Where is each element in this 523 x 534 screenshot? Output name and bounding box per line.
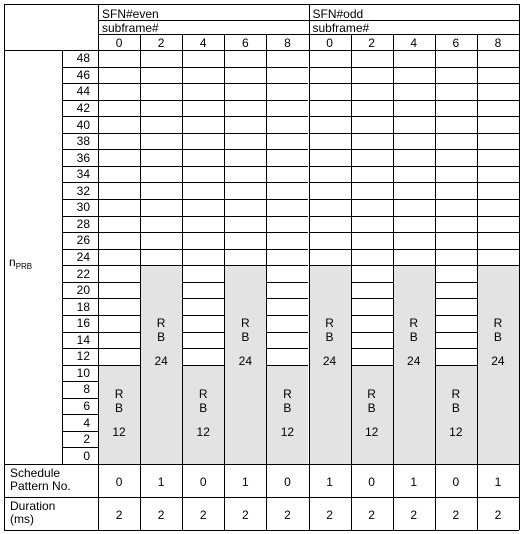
grid-row-line	[477, 100, 519, 101]
rb-letter: B	[241, 329, 250, 344]
subframe-number: 8	[494, 36, 502, 50]
prb-tick-label: 34	[76, 167, 90, 182]
grid-row-line	[182, 67, 224, 68]
grid-row-line	[140, 133, 182, 134]
grid-row-line	[351, 216, 393, 217]
grid-row-line	[182, 149, 224, 150]
grid-row-line	[351, 315, 393, 316]
sfn-group-label: SFN#even	[102, 7, 159, 21]
row-value: 2	[284, 507, 291, 522]
prb-tick-label: 24	[76, 250, 90, 264]
grid-row-line	[435, 83, 477, 84]
grid-row-line	[224, 83, 266, 84]
sfn-group-label: SFN#odd	[312, 7, 364, 21]
prb-tick-label: 14	[76, 332, 90, 347]
grid-row-line	[266, 100, 308, 101]
rb-count: 24	[407, 353, 421, 368]
grid-row-line	[266, 282, 308, 283]
rb-count: 24	[491, 353, 505, 368]
rb-letter: B	[157, 329, 166, 344]
grid-row-line	[477, 116, 519, 117]
grid-row-line	[182, 282, 224, 283]
grid-row-line	[309, 232, 351, 233]
grid-row-line	[98, 232, 140, 233]
grid-row-line	[435, 282, 477, 283]
prb-tick-label: 40	[76, 117, 90, 132]
rb-letter: R	[283, 387, 292, 402]
rb-letter: R	[493, 315, 503, 330]
grid-row-line	[266, 232, 308, 233]
grid-row-line	[351, 249, 393, 250]
grid-row-line	[435, 216, 477, 217]
grid-row-line	[435, 133, 477, 134]
row-value: 0	[368, 474, 375, 489]
prb-tick-label: 2	[83, 432, 90, 447]
grid-row-line	[393, 216, 435, 217]
grid-row-line	[351, 100, 393, 101]
grid-row-line	[266, 332, 308, 333]
grid-row-line	[140, 83, 182, 84]
grid-row-line	[477, 216, 519, 217]
subframe-number: 2	[157, 36, 165, 50]
grid-row-line	[351, 83, 393, 84]
grid-row-line	[98, 249, 140, 250]
grid-row-line	[182, 265, 224, 266]
row-value: 0	[452, 474, 460, 489]
grid-row-line	[140, 265, 182, 266]
grid-row-line	[140, 149, 182, 150]
row-value: 2	[494, 507, 502, 522]
grid-row-line	[266, 315, 308, 316]
prb-tick-label: 6	[83, 399, 90, 414]
row-value: 0	[115, 474, 123, 489]
grid-row-line	[266, 298, 308, 299]
grid-row-line	[435, 199, 477, 200]
row-value: 1	[326, 474, 333, 489]
table-border-bottom	[4, 530, 519, 531]
rb-letter: R	[114, 387, 124, 402]
grid-row-line	[98, 182, 140, 183]
grid-row-line	[309, 67, 351, 68]
grid-row-line	[224, 182, 266, 183]
grid-row-line	[98, 282, 140, 283]
grid-row-line	[477, 199, 519, 200]
grid-row-line	[435, 348, 477, 349]
row-value: 2	[157, 507, 165, 522]
grid-row-line	[351, 182, 393, 183]
rb-letter: B	[283, 401, 292, 416]
subframe-number: 6	[452, 36, 460, 50]
row-divider-line	[4, 497, 519, 498]
grid-row-line	[182, 199, 224, 200]
row-value: 2	[326, 507, 333, 522]
prb-tick-label: 8	[83, 382, 90, 397]
rb-count: 24	[154, 353, 168, 368]
grid-row-line	[266, 133, 308, 134]
row-value: 2	[115, 507, 123, 522]
row-value: 0	[199, 474, 207, 489]
grid-row-line	[140, 67, 182, 68]
subframe-number: 6	[242, 36, 249, 50]
grid-row-line	[182, 100, 224, 101]
grid-row-line	[393, 83, 435, 84]
grid-row-line	[266, 149, 308, 150]
grid-row-line	[351, 232, 393, 233]
rb-letter: R	[156, 315, 166, 330]
subframe-number: 2	[368, 36, 375, 50]
grid-row-line	[477, 182, 519, 183]
grid-row-line	[98, 348, 140, 349]
grid-row-line	[393, 182, 435, 183]
grid-row-line	[224, 265, 266, 266]
grid-row-line	[393, 67, 435, 68]
grid-row-line	[140, 166, 182, 167]
grid-row-line	[224, 216, 266, 217]
grid-row-line	[224, 67, 266, 68]
grid-row-line	[351, 199, 393, 200]
prb-axis-label: $n_{PRB}$	[9, 255, 33, 271]
grid-row-line	[393, 133, 435, 134]
grid-row-line	[477, 83, 519, 84]
rb-letter: R	[198, 387, 208, 402]
row-value: 0	[284, 474, 291, 489]
grid-row-line	[309, 249, 351, 250]
grid-row-line	[351, 332, 393, 333]
grid-row-line	[140, 182, 182, 183]
grid-row-line	[477, 149, 519, 150]
grid-row-line	[266, 365, 308, 366]
grid-row-line	[266, 83, 308, 84]
row-label: Pattern No.	[10, 479, 71, 493]
grid-row-line	[477, 166, 519, 167]
grid-row-line	[98, 67, 140, 68]
row-label: Schedule	[10, 466, 61, 480]
grid-row-line	[266, 249, 308, 250]
prb-tick-label: 42	[76, 100, 90, 115]
grid-column-line	[393, 34, 394, 530]
grid-row-line	[435, 332, 477, 333]
rb-letter: R	[451, 387, 461, 402]
tick-row-line	[62, 431, 98, 432]
grid-row-line	[140, 216, 182, 217]
rb-count: 12	[280, 425, 295, 440]
grid-row-line	[182, 332, 224, 333]
grid-row-line	[266, 182, 308, 183]
subframe-number: 4	[199, 36, 207, 50]
prb-tick-label: 36	[76, 150, 90, 165]
prb-tick-label: 26	[76, 233, 90, 248]
grid-row-line	[224, 166, 266, 167]
rb-count: 24	[322, 353, 337, 368]
subframe-header-label: subframe#	[102, 21, 159, 35]
grid-row-line	[351, 298, 393, 299]
grid-row-line	[224, 232, 266, 233]
row-label: (ms)	[10, 512, 34, 526]
prb-tick-label: 30	[76, 200, 90, 215]
rb-count: 12	[196, 425, 210, 440]
prb-tick-label: 22	[76, 266, 90, 281]
grid-row-line	[477, 133, 519, 134]
row-value: 2	[410, 507, 418, 522]
grid-row-line	[182, 216, 224, 217]
grid-row-line	[224, 133, 266, 134]
rb-letter: R	[409, 315, 419, 330]
grid-row-line	[98, 116, 140, 117]
rb-letter: B	[493, 329, 502, 344]
grid-row-line	[309, 166, 351, 167]
grid-row-line	[224, 249, 266, 250]
prb-tick-label: 18	[76, 299, 90, 314]
grid-row-line	[182, 348, 224, 349]
grid-row-line	[477, 249, 519, 250]
table-border-top	[4, 4, 519, 5]
prb-tick-label: 12	[76, 349, 90, 364]
grid-row-line	[435, 365, 477, 366]
grid-row-line	[351, 365, 393, 366]
grid-row-line	[266, 67, 308, 68]
grid-row-line	[393, 116, 435, 117]
grid-row-line	[98, 315, 140, 316]
rb-letter: B	[451, 401, 460, 416]
subframe-header-label: subframe#	[312, 21, 370, 35]
row-value: 2	[368, 507, 375, 522]
row-value: 2	[199, 507, 207, 522]
prb-tick-label: 44	[76, 84, 90, 99]
grid-row-line	[98, 332, 140, 333]
grid-row-line	[98, 83, 140, 84]
prb-axis-subscript: PRB	[15, 262, 33, 271]
row-value: 1	[494, 474, 502, 489]
prb-tick-label: 28	[76, 216, 90, 231]
grid-row-line	[98, 216, 140, 217]
grid-row-line	[477, 232, 519, 233]
grid-row-line	[266, 116, 308, 117]
grid-row-line	[435, 265, 477, 266]
rb-count: 12	[449, 425, 463, 440]
grid-row-line	[182, 166, 224, 167]
rb-letter: B	[199, 401, 208, 416]
rb-letter: B	[409, 329, 418, 344]
grid-row-line	[182, 298, 224, 299]
grid-row-line	[224, 100, 266, 101]
grid-row-line	[140, 100, 182, 101]
grid-row-line	[266, 348, 308, 349]
grid-row-line	[435, 67, 477, 68]
grid-row-line	[224, 199, 266, 200]
subframe-number: 4	[410, 36, 418, 50]
grid-row-line	[351, 116, 393, 117]
tick-row-line	[62, 447, 98, 448]
grid-row-line	[309, 265, 351, 266]
grid-row-line	[266, 199, 308, 200]
grid-row-line	[224, 116, 266, 117]
prb-tick-label: 20	[76, 283, 90, 298]
grid-row-line	[309, 216, 351, 217]
grid-row-line	[98, 199, 140, 200]
grid-row-line	[435, 232, 477, 233]
grid-row-line	[393, 199, 435, 200]
grid-row-line	[309, 100, 351, 101]
grid-row-line	[309, 133, 351, 134]
grid-row-line	[98, 166, 140, 167]
row-value: 2	[242, 507, 249, 522]
prb-tick-label: 0	[83, 448, 90, 463]
row-label: Duration	[10, 499, 56, 513]
grid-row-line	[393, 265, 435, 266]
grid-row-line	[351, 166, 393, 167]
prb-tick-label: 38	[76, 134, 90, 149]
grid-row-line	[435, 315, 477, 316]
grid-row-line	[351, 348, 393, 349]
rb-letter: B	[115, 401, 124, 416]
rb-letter: R	[241, 315, 250, 330]
rb-count: 12	[364, 425, 379, 440]
grid-row-line	[98, 133, 140, 134]
grid-column-line	[140, 34, 141, 530]
grid-row-line	[182, 232, 224, 233]
prb-tick-label: 46	[76, 67, 90, 82]
grid-row-line	[140, 232, 182, 233]
row-value: 1	[410, 474, 418, 489]
rb-letter: B	[325, 329, 334, 344]
row-value: 1	[242, 474, 249, 489]
grid-row-line	[477, 265, 519, 266]
grid-column-line	[477, 34, 478, 530]
rb-letter: R	[325, 315, 334, 330]
grid-row-line	[435, 298, 477, 299]
rb-count: 24	[238, 353, 253, 368]
subframe-number: 0	[115, 36, 123, 50]
tick-row-line	[62, 398, 98, 399]
grid-row-line	[140, 249, 182, 250]
grid-row-line	[182, 133, 224, 134]
table-border-right	[519, 4, 520, 530]
grid-row-line	[309, 199, 351, 200]
grid-row-line	[393, 249, 435, 250]
grid-row-line	[98, 149, 140, 150]
grid-row-line	[477, 67, 519, 68]
grid-row-line	[351, 133, 393, 134]
grid-row-line	[140, 199, 182, 200]
grid-row-line	[266, 216, 308, 217]
grid-row-line	[182, 365, 224, 366]
grid-row-line	[393, 166, 435, 167]
grid-row-line	[98, 265, 140, 266]
grid-row-line	[393, 232, 435, 233]
prb-tick-label: 4	[83, 415, 90, 430]
subframe-number: 0	[326, 36, 333, 50]
grid-row-line	[98, 100, 140, 101]
rb-letter: B	[367, 401, 376, 416]
grid-row-line	[393, 149, 435, 150]
rb-count: 12	[112, 425, 126, 440]
grid-row-line	[309, 116, 351, 117]
grid-column-line	[224, 34, 225, 530]
grid-row-line	[435, 249, 477, 250]
grid-row-line	[182, 83, 224, 84]
prb-tick-label: 10	[76, 365, 90, 380]
grid-row-line	[435, 116, 477, 117]
grid-row-line	[435, 149, 477, 150]
grid-row-line	[393, 100, 435, 101]
grid-row-line	[224, 149, 266, 150]
grid-row-line	[351, 282, 393, 283]
grid-row-line	[98, 365, 140, 366]
grid-row-line	[435, 182, 477, 183]
tick-row-line	[62, 381, 98, 382]
grid-row-line	[182, 116, 224, 117]
grid-row-line	[351, 67, 393, 68]
grid-row-line	[435, 166, 477, 167]
grid-row-line	[266, 265, 308, 266]
grid-row-line	[98, 298, 140, 299]
tick-row-line	[62, 414, 98, 415]
grid-row-line	[351, 265, 393, 266]
row-value: 2	[452, 507, 460, 522]
subframe-number: 8	[284, 36, 291, 50]
grid-row-line	[435, 100, 477, 101]
table-border-left	[4, 4, 5, 530]
grid-row-line	[309, 149, 351, 150]
grid-row-line	[182, 182, 224, 183]
row-value: 1	[157, 474, 165, 489]
grid-row-line	[140, 116, 182, 117]
grid-row-line	[182, 315, 224, 316]
prb-tick-label: 32	[76, 183, 90, 198]
prb-tick-label: 48	[76, 51, 90, 66]
grid-bottom-line	[4, 464, 519, 465]
grid-row-line	[309, 83, 351, 84]
grid-row-line	[266, 166, 308, 167]
rb-letter: R	[367, 387, 376, 402]
prb-tick-label: 16	[76, 316, 90, 331]
grid-row-line	[351, 149, 393, 150]
grid-row-line	[309, 182, 351, 183]
grid-row-line	[182, 249, 224, 250]
